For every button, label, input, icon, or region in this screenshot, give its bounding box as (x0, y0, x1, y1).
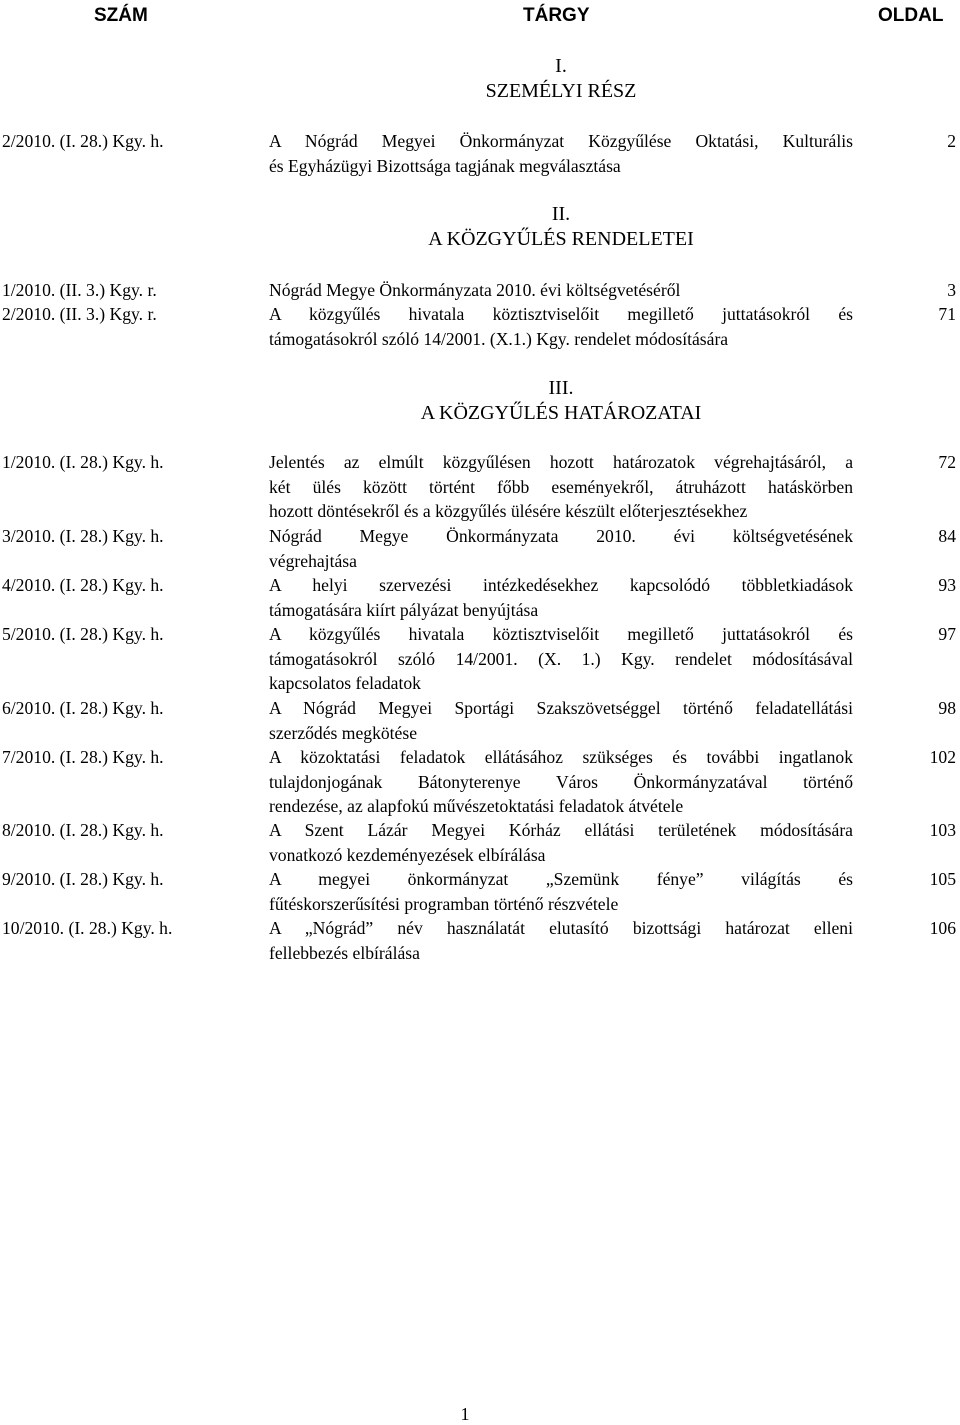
section-heading-personal (270, 54, 852, 104)
entry-page: 93 (938, 575, 956, 595)
section-heading-decrees (270, 202, 852, 252)
entry-number: 1/2010. (II. 3.) Kgy. r. (2, 280, 157, 300)
entry-title-line: A Nógrád Megyei Önkormányzat Közgyűlése Oktatási, Kulturális (269, 131, 853, 151)
entry-title-line: Jelentés az elmúlt közgyűlésen hozott határozatok végrehajtásáról, a (269, 452, 853, 472)
entry-number: 8/2010. (I. 28.) Kgy. h. (2, 820, 164, 840)
entry-title-line: támogatásokról szóló 14/2001. (X. 1.) Kgy. rendelet módosításával (269, 648, 853, 669)
entry-title-line: kapcsolatos feladatok (269, 673, 421, 693)
entry-page: 98 (938, 698, 956, 718)
entry-page: 3 (947, 280, 956, 300)
entry-title-line: támogatására kiírt pályázat benyújtása (269, 599, 539, 620)
entry-number: 1/2010. (I. 28.) Kgy. h. (2, 452, 164, 472)
section-numeral: III. (548, 377, 574, 399)
entry-title-line: támogatásokról szóló 14/2001. (X.1.) Kgy. rendelet módosítására (269, 328, 729, 349)
entry-number: 2/2010. (I. 28.) Kgy. h. (2, 131, 164, 151)
entry-page: 105 (929, 869, 956, 889)
entry-title (269, 867, 853, 916)
entry-number: 5/2010. (I. 28.) Kgy. h. (2, 624, 164, 644)
entry-number: 4/2010. (I. 28.) Kgy. h. (2, 575, 164, 595)
section-numeral: I. (555, 55, 567, 77)
entry-title-line: két ülés között történt főbb eseményekről, átruházott hatáskörben (269, 476, 853, 497)
entry-page: 84 (938, 526, 956, 546)
entry-page: 103 (929, 820, 956, 840)
footer-page-number: 1 (460, 1404, 470, 1424)
entry-title-line: A „Nógrád” név használatát elutasító bizottsági határozat elleni (269, 918, 853, 938)
entry-number: 2/2010. (II. 3.) Kgy. r. (2, 304, 157, 324)
entry-title-line: szerződés megkötése (269, 722, 418, 743)
section-title: SZEMÉLYI RÉSZ (485, 80, 637, 102)
entry-number: 10/2010. (I. 28.) Kgy. h. (2, 918, 173, 938)
section-numeral: II. (551, 203, 571, 225)
entry-page: 102 (929, 747, 956, 767)
section-title: A KÖZGYŰLÉS RENDELETEI (428, 228, 694, 250)
entry-title (269, 622, 853, 696)
entry-title (269, 129, 853, 178)
entry-title-line: hozott döntésekről és a közgyűlés ülésére készült előterjesztésekhez (269, 501, 748, 521)
section-title: A KÖZGYŰLÉS HATÁROZATAI (420, 402, 702, 424)
entry-page: 72 (938, 452, 956, 472)
entry-title (269, 696, 853, 745)
entry-title (269, 916, 853, 965)
entry-title-line: rendezése, az alapfokú művészetoktatási feladatok átvétele (269, 796, 684, 816)
entry-title-line: A közgyűlés hivatala köztisztviselőit megillető juttatásokról és (269, 304, 853, 324)
entry-page: 106 (929, 918, 956, 938)
entry-number: 9/2010. (I. 28.) Kgy. h. (2, 869, 164, 889)
entry-title-line: A Szent Lázár Megyei Kórház ellátási területének módosítására (269, 820, 853, 840)
entry-title (269, 745, 853, 819)
entry-title-line: fűtéskorszerűsítési programban történő részvétele (269, 893, 619, 914)
entry-title-line: Nógrád Megye Önkormányzata 2010. évi költségvetéséről (269, 280, 681, 300)
entry-title-line: A helyi szervezési intézkedésekhez kapcsolódó többletkiadások (269, 575, 853, 595)
entry-title-line: A közgyűlés hivatala köztisztviselőit megillető juttatásokról és (269, 624, 853, 644)
entry-number: 3/2010. (I. 28.) Kgy. h. (2, 526, 164, 546)
entry-title-line: A megyei önkormányzat „Szemünk fénye” világítás és (269, 869, 853, 889)
entry-title-line: vonatkozó kezdeményezések elbírálása (269, 844, 546, 865)
column-header-subject: TÁRGY (523, 5, 590, 26)
section-heading-resolutions (270, 376, 852, 426)
entry-title (269, 302, 853, 351)
entry-title-line: végrehajtása (269, 550, 357, 571)
entry-title-line: Nógrád Megye Önkormányzata 2010. évi költségvetésének (269, 526, 853, 546)
entry-title-line: fellebbezés elbírálása (269, 942, 420, 963)
entry-title (269, 450, 853, 524)
entry-page: 71 (938, 304, 956, 324)
entry-title (269, 818, 853, 867)
entry-title (269, 573, 853, 622)
entry-title-line: tulajdonjogának Bátonyterenye Város Önkormányzatával történő (269, 771, 853, 792)
column-header-number: SZÁM (94, 5, 148, 26)
column-header-page: OLDAL (878, 5, 944, 26)
entry-title-line: A Nógrád Megyei Sportági Szakszövetséggel történő feladatellátási (269, 698, 853, 718)
entry-title (269, 524, 853, 573)
entry-title-line: és Egyházügyi Bizottsága tagjának megválasztása (269, 155, 621, 176)
entry-page: 2 (947, 131, 956, 151)
entry-title (269, 278, 853, 303)
entry-title-line: A közoktatási feladatok ellátásához szükséges és további ingatlanok (269, 747, 853, 767)
entry-number: 7/2010. (I. 28.) Kgy. h. (2, 747, 164, 767)
entry-page: 97 (938, 624, 956, 644)
entry-number: 6/2010. (I. 28.) Kgy. h. (2, 698, 164, 718)
